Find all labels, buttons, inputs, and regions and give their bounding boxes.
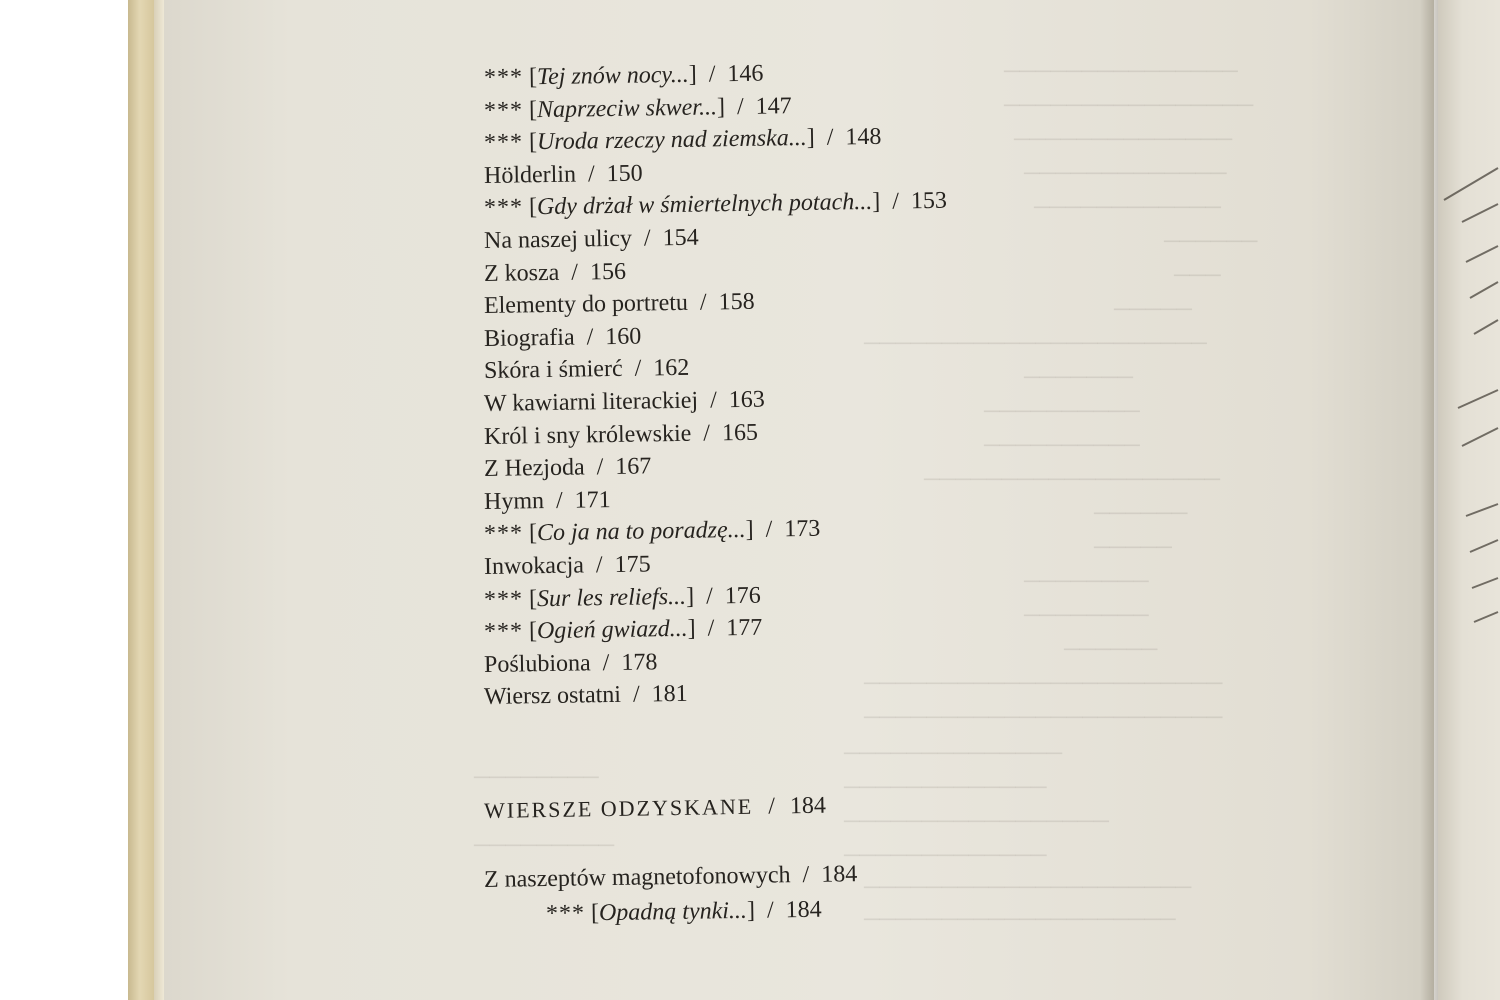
section-heading	[484, 793, 826, 825]
asterisks-marker: ***	[483, 129, 524, 157]
toc-entry-indented: *** [Opadną tynki...] / 184	[545, 896, 822, 927]
entry-title: Król i sny królewskie	[483, 420, 692, 450]
entry-title: Biografia	[483, 324, 575, 352]
entry-title: Uroda rzeczy nad ziemska...	[536, 125, 807, 156]
page-separator: /	[643, 225, 651, 252]
entry-title: Z naszeptów magnetofonowych	[483, 862, 791, 893]
entry-title: Z Hezjoda	[483, 454, 585, 483]
page-number: 156	[589, 258, 627, 285]
entry-title: Inwokacja	[483, 552, 585, 580]
toc-entry: *** [Sur les reliefs...] / 176	[483, 582, 761, 613]
page-number: 176	[724, 582, 761, 609]
page-separator: /	[602, 649, 610, 676]
page-number: 171	[574, 486, 611, 514]
page-number: 150	[606, 160, 643, 187]
page-number: 147	[755, 92, 792, 120]
toc-entry	[484, 226, 699, 253]
toc-entry	[484, 650, 658, 677]
toc-entry: *** [Tej znów nocy...] / 146	[483, 60, 764, 91]
page-separator: /	[596, 454, 604, 481]
toc-entry	[484, 290, 755, 318]
page-number: 158	[718, 288, 755, 316]
toc-entry: *** [Gdy drżał w śmiertelnych potach...] / 153	[483, 188, 948, 222]
entry-title: Ogień gwiazd...	[536, 615, 688, 645]
page-stack-edge	[154, 0, 164, 1000]
page-separator: /	[705, 583, 713, 610]
show-through-texture: ─────────────── ──────────────── ────────────── ───────────── ──────────── ────── ─── ───── ────────────────────── ─────── ────────── ────────── ─────────────────── ────── ───── ──────── ──────── ────── ─────────────────────── ─────────────────────── ────────────── ──────── ───────────── ───────────────── ───────── ───────────── ───────────────────── ────────────────────	[474, 58, 1258, 931]
page-number: 184	[785, 896, 822, 924]
toc-entry-subsection	[484, 862, 858, 892]
asterisks-marker: ***	[483, 520, 524, 548]
facing-page	[1438, 0, 1500, 1000]
page-number: 160	[605, 323, 642, 350]
page-number: 148	[845, 123, 882, 151]
entry-title: Z kosza	[483, 259, 560, 287]
page-separator: /	[632, 681, 640, 709]
page-number: 162	[653, 355, 690, 382]
toc-entry	[484, 161, 643, 187]
toc-entry: *** [Uroda rzeczy nad ziemska...] / 148	[483, 123, 882, 157]
page-number: 153	[910, 188, 948, 215]
entry-title: Gdy drżał w śmiertelnych potach...	[536, 189, 873, 221]
entry-title: W kawiarni literackiej	[483, 387, 699, 417]
entry-title: Co ja na to poradzę...	[536, 517, 746, 547]
toc-entry	[484, 488, 611, 514]
toc-entry	[484, 388, 765, 416]
page-separator: /	[703, 420, 711, 447]
page-separator: /	[586, 324, 594, 351]
entry-title: Naprzeciw skwer...	[536, 93, 718, 123]
toc-entry: *** [Ogień gwiazd...] / 177	[483, 614, 763, 646]
entry-title: Opadną tynki...	[598, 897, 748, 927]
page-number: 173	[784, 516, 821, 543]
page-number: 167	[615, 453, 652, 481]
section-title: WIERSZE ODZYSKANE	[483, 793, 754, 823]
toc-entry	[484, 455, 652, 482]
page-separator: /	[765, 516, 773, 543]
asterisks-marker: ***	[483, 96, 524, 124]
page-number: 177	[726, 614, 763, 642]
entry-title: Skóra i śmierć	[483, 356, 623, 385]
asterisks-marker: ***	[483, 194, 524, 222]
page-separator: /	[699, 289, 707, 316]
page-number: 146	[727, 60, 764, 88]
book-page	[164, 0, 1434, 1000]
page-number: 184	[789, 792, 827, 820]
page-separator: /	[587, 161, 595, 188]
book-cover-edge	[128, 0, 154, 1000]
page-separator: /	[802, 861, 810, 888]
toc-entry	[484, 259, 626, 285]
toc-entry	[484, 324, 642, 350]
page-number: 165	[721, 419, 759, 446]
page-number: 184	[821, 861, 858, 888]
page-separator: /	[736, 93, 744, 120]
toc-entry	[484, 682, 688, 709]
page-separator: /	[708, 61, 716, 88]
table-of-contents	[484, 0, 1384, 1000]
toc-entry: *** [Co ja na to poradzę...] / 173	[483, 516, 821, 548]
entry-title: Hölderlin	[483, 161, 577, 189]
page-number: 175	[614, 551, 651, 578]
page-number: 181	[651, 681, 688, 708]
entry-title: Hymn	[483, 487, 545, 515]
toc-entry: *** [Naprzeciw skwer...] / 147	[483, 92, 792, 124]
page-separator: /	[571, 259, 579, 286]
entry-title: Na naszej ulicy	[483, 225, 633, 254]
entry-title: Sur les reliefs...	[536, 583, 687, 612]
asterisks-marker: ***	[483, 585, 524, 613]
asterisks-marker: ***	[483, 64, 524, 91]
entry-title: Poślubiona	[483, 650, 591, 678]
toc-entry	[484, 420, 758, 448]
page-separator: /	[707, 615, 715, 642]
toc-entry	[484, 356, 690, 383]
page-separator: /	[555, 487, 563, 514]
toc-entry	[484, 552, 651, 579]
page-separator: /	[634, 355, 642, 383]
page-separator: /	[826, 124, 834, 151]
entry-title: Wiersz ostatni	[483, 682, 622, 711]
page-separator: /	[892, 188, 900, 215]
entry-title: Elementy do portretu	[483, 289, 689, 320]
facing-page-texture	[1438, 0, 1500, 1000]
page-separator: /	[709, 387, 717, 414]
entry-title: Tej znów nocy...	[536, 61, 689, 91]
page-separator: /	[766, 897, 774, 924]
page-separator: /	[768, 793, 776, 820]
page-number: 154	[662, 224, 699, 252]
asterisks-marker: ***	[545, 900, 586, 927]
page-number: 178	[621, 649, 658, 676]
page-separator: /	[595, 552, 603, 579]
asterisks-marker: ***	[483, 618, 524, 646]
page-number: 163	[728, 386, 765, 414]
